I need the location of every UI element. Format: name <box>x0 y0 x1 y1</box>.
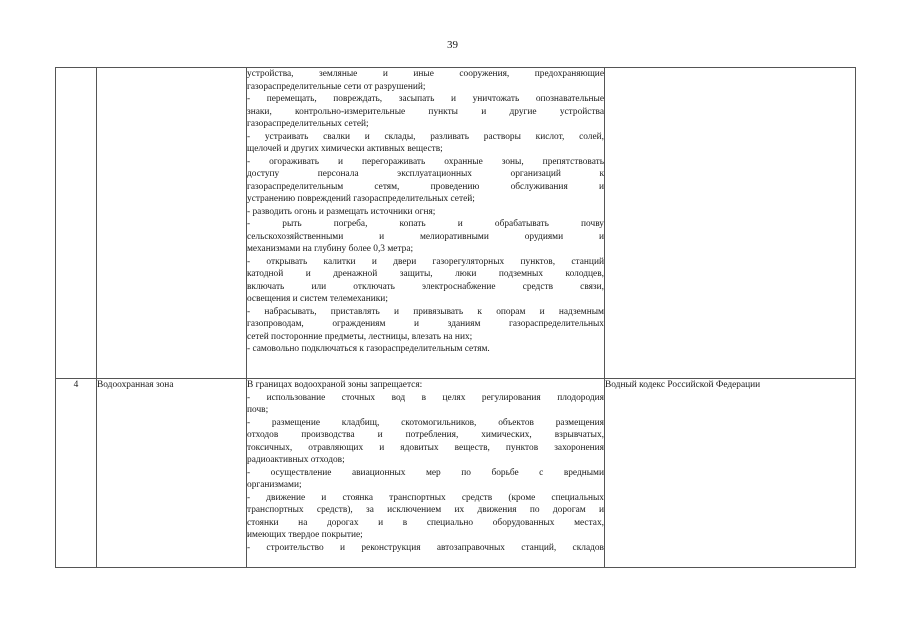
text-line: сетей посторонние предметы, лестницы, влезать на них; <box>247 331 473 342</box>
page-number: 39 <box>447 39 458 51</box>
text-line: - строительство и реконструкция автозаправочных станций, складов <box>247 542 604 553</box>
text-line: стоянки на дорогах и в специально оборудованных местах, <box>247 517 604 528</box>
text-line: имеющих твердое покрытие; <box>247 530 363 540</box>
text-line: газораспределительных сетей; <box>247 119 369 129</box>
text-line: - самовольно подключаться к газораспределительным сетям. <box>247 344 490 354</box>
text-line: знаки, контрольно-измерительные пункты и другие устройства <box>247 106 604 117</box>
text-line: сельскохозяйственными и мелиоративными орудиями и <box>247 231 604 242</box>
text-line: газораспределительным сетям, проведению обслуживания и <box>247 181 604 192</box>
text-line: - осуществление авиационных мер по борьбе с вредными <box>247 467 604 478</box>
text-line: - рыть погреба, копать и обрабатывать почву <box>247 219 604 229</box>
text-line: - размещение кладбищ, скотомогильников, объектов размещения <box>247 417 604 428</box>
text-line: устранению повреждений газораспределительных сетей; <box>247 194 475 204</box>
text-line: механизмами на глубину более 0,3 метра; <box>247 244 414 254</box>
text-line: радиоактивных отходов; <box>247 455 345 465</box>
text-line: - устраивать свалки и склады, разливать растворы кислот, солей, <box>247 131 604 142</box>
text-line: щелочей и других химически активных веществ; <box>247 144 443 154</box>
row-number-cell <box>56 68 97 379</box>
legal-basis-cell: Водный кодекс Российской Федерации <box>605 379 856 568</box>
text-line: газораспределительные сети от разрушений; <box>247 81 426 92</box>
text-line: - открывать калитки и двери газорегуляторных пунктов, станций <box>247 256 604 267</box>
text-line: - огораживать и перегораживать охранные зоны, препятствовать <box>247 156 604 167</box>
text-line: почв; <box>247 405 269 415</box>
restrictions-text-cell <box>247 68 605 379</box>
text-line: - разводить огонь и размещать источники огня; <box>247 206 436 217</box>
table-row <box>56 379 856 568</box>
text-line: токсичных, отравляющих и ядовитых веществ, пунктов захоронения <box>247 442 604 453</box>
row-number-cell: 4 <box>56 379 97 568</box>
text-line: - набрасывать, приставлять и привязывать к опорам и надземным <box>247 306 604 317</box>
text-line: - использование сточных вод в целях регулирования плодородия <box>247 392 604 403</box>
legal-basis-cell <box>605 68 856 379</box>
restrictions-text-cell <box>247 379 605 568</box>
text-line: катодной и дренажной защиты, люки подземных колодцев, <box>247 269 604 279</box>
text-line: отходов производства и потребления, химических, взрывчатых, <box>247 430 604 440</box>
text-line: устройства, земляные и иные сооружения, предохраняющие <box>247 69 604 79</box>
text-line: транспортных средств), за исключением их движения по дорогам и <box>247 505 604 515</box>
restrictions-table <box>55 67 856 568</box>
text-line: - движение и стоянка транспортных средств (кроме специальных <box>247 492 604 503</box>
text-line: газопроводам, ограждениям и зданиям газораспределительных <box>247 319 604 329</box>
zone-name-cell <box>97 68 247 379</box>
text-line: организмами; <box>247 480 302 490</box>
text-line: доступу персонала эксплуатационных организаций к <box>247 169 604 179</box>
text-line: В границах водоохраной зоны запрещается: <box>247 380 423 390</box>
table-row <box>56 68 856 379</box>
zone-name-cell: Водоохранная зона <box>97 379 247 568</box>
text-line: включать или отключать электроснабжение средств связи, <box>247 281 604 292</box>
text-line: - перемещать, повреждать, засыпать и уничтожать опознавательные <box>247 94 604 104</box>
text-line: освещения и систем телемеханики; <box>247 294 388 304</box>
